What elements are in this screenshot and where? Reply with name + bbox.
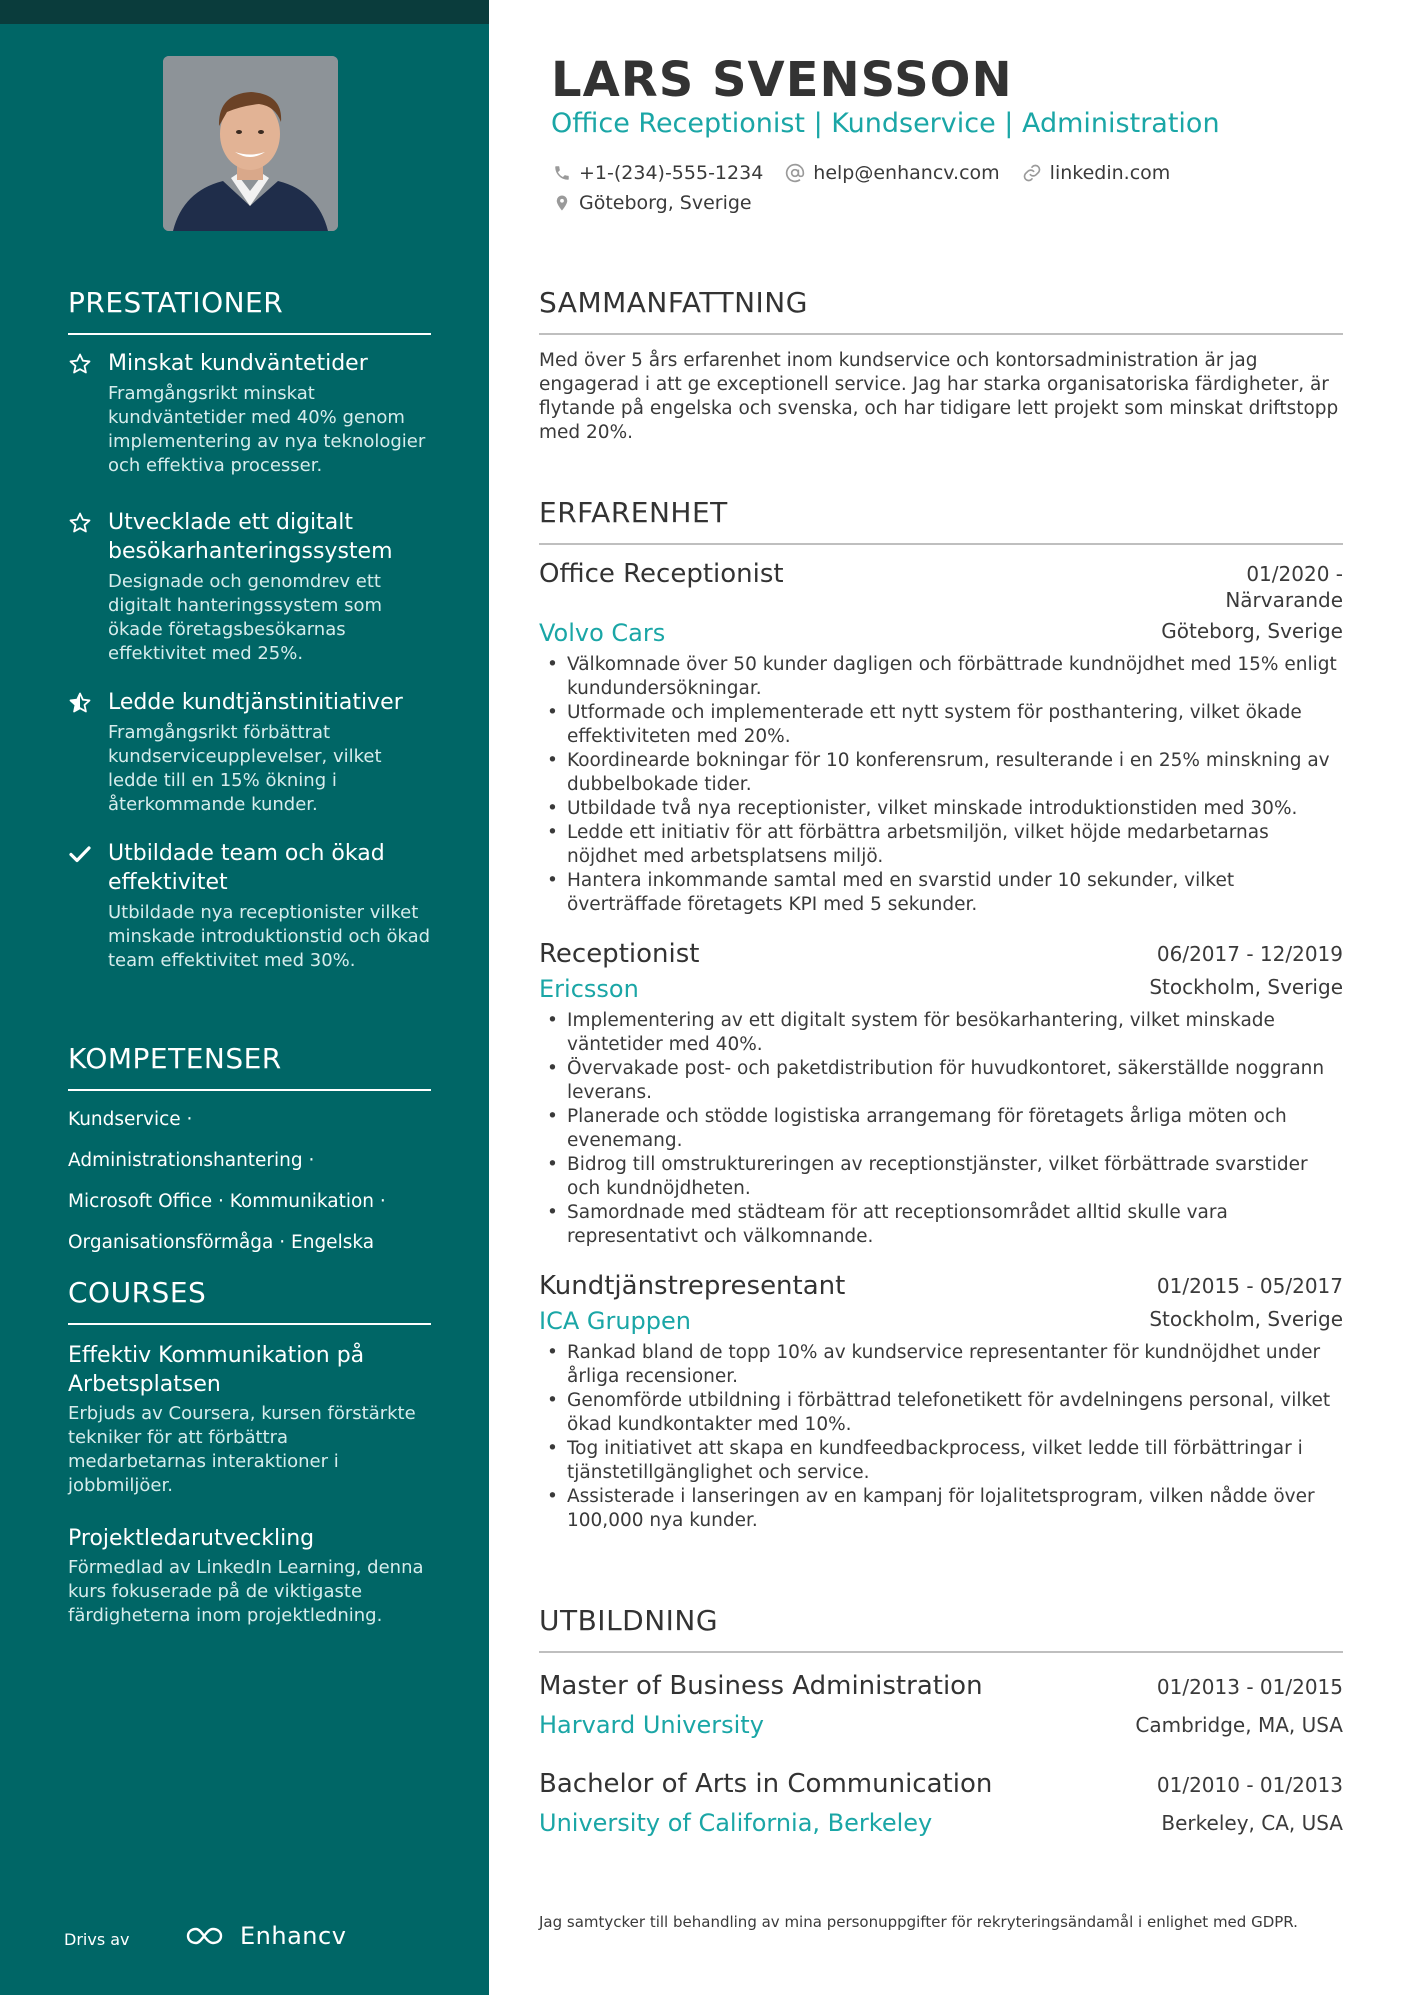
education-heading: UTBILDNING — [539, 1604, 1343, 1653]
location-pin-icon — [553, 193, 571, 213]
edu-date: 01/2013 - 01/2015 — [1156, 1675, 1343, 1699]
job-bullets — [539, 1341, 1343, 1533]
bullet-item: • Implementering av ett digitalt system för besökarhantering, vilket minskade väntetider med 40%. — [545, 1009, 1343, 1057]
job-company-row — [539, 615, 1343, 653]
sidebar — [0, 0, 489, 1995]
bullet-item: • Övervakade post- och paketdistribution för huvudkontoret, säkerställde noggrann leverans. — [545, 1057, 1343, 1105]
job-date: 01/2020 - Närvarande — [1225, 562, 1343, 612]
email-text[interactable]: help@enhancv.com — [813, 162, 1000, 184]
edu-school: Harvard University — [539, 1711, 764, 1739]
bullet-item: • Välkomnade över 50 kunder dagligen och förbättrade kundnöjdhet med 15% enligt kundundersökningar. — [545, 653, 1343, 701]
summary-heading: SAMMANFATTNING — [539, 286, 1343, 335]
bullet-item: • Ledde ett initiativ för att förbättra arbetsmiljön, vilket höjde medarbetarnas nöjdhet med arbetsplatsens miljö. — [545, 821, 1343, 869]
enhancv-logo[interactable] — [184, 1922, 346, 1950]
achievement-title: Utvecklade ett digitalt besökarhanteringssystem — [108, 510, 393, 564]
bullet-item: • Utbildade två nya receptionister, vilket minskade introduktionstiden med 30%. — [545, 797, 1343, 821]
edu-location: Cambridge, MA, USA — [1135, 1713, 1343, 1737]
link-icon — [1022, 163, 1042, 183]
achievement-title: Utbildade team och ökad effektivitet — [108, 841, 385, 895]
edu-degree: Bachelor of Arts in Communication — [539, 1769, 993, 1799]
achievement-item — [68, 508, 431, 666]
job-bullets — [539, 653, 1343, 917]
job-company: Volvo Cars — [539, 619, 666, 647]
powered-by-label: Drivs av — [64, 1930, 130, 1949]
location-text: Göteborg, Sverige — [579, 192, 752, 214]
bullet-item: • Planerade och stödde logistiska arrangemang för företagets årliga möten och evenemang. — [545, 1105, 1343, 1153]
achievement-desc: Framgångsrikt minskat kundväntetider med 40% genom implementering av nya teknologier och effektiva processer. — [108, 383, 426, 476]
experience-section — [539, 496, 1343, 1533]
course-desc: Förmedlad av LinkedIn Learning, denna kurs fokuserade på de viktigaste färdigheterna inom projektledning. — [68, 1557, 424, 1626]
star-outline-icon — [68, 511, 92, 535]
contact-row — [553, 162, 1170, 184]
skills-line: Microsoft Office · Kommunikation · — [68, 1191, 386, 1212]
achievement-item — [68, 688, 431, 817]
achievements-heading: PRESTATIONER — [68, 286, 431, 335]
course-title: Effektiv Kommunikation på Arbetsplatsen — [68, 1343, 365, 1397]
bullet-item: • Samordnade med städteam för att receptionsområdet alltid skulle vara representativt och välkomnande. — [545, 1201, 1343, 1249]
gdpr-consent: Jag samtycker till behandling av mina personuppgifter för rekryteringsändamål i enlighet med GDPR. — [539, 1913, 1298, 1931]
job-date: 01/2015 - 05/2017 — [1156, 1274, 1343, 1298]
phone-text[interactable]: +1-(234)-555-1234 — [579, 162, 764, 184]
profile-photo — [163, 56, 338, 231]
course-desc: Erbjuds av Coursera, kursen förstärkte tekniker för att förbättra medarbetarnas interaktioner i jobbmiljöer. — [68, 1403, 416, 1496]
candidate-name: LARS SVENSSON — [551, 52, 1013, 108]
achievements-section — [68, 286, 431, 973]
job-company-row — [539, 971, 1343, 1009]
bullet-item: • Hantera inkommande samtal med en svarstid under 10 sekunder, vilket överträffade företagets KPI med 5 sekunder. — [545, 869, 1343, 917]
job-title: Kundtjänstrepresentant — [539, 1271, 846, 1301]
experience-heading: ERFARENHET — [539, 496, 1343, 545]
course-item — [68, 1341, 431, 1498]
summary-text: Med över 5 års erfarenhet inom kundservice och kontorsadministration är jag engagerad i att ge exceptionell service. Jag har starka organisatoriska färdigheter, är flytande på engelska och svenska, och har tidigare lett projekt som minskat driftstopp med 20%. — [539, 350, 1339, 443]
course-item — [68, 1524, 431, 1628]
at-sign-icon — [785, 163, 805, 183]
skills-line: Kundservice · Administrationshantering · — [68, 1109, 315, 1171]
bullet-item: • Utformade och implementerade ett nytt system för posthantering, vilket ökade effektiviteten med 20%. — [545, 701, 1343, 749]
job-entry — [539, 557, 1343, 917]
job-date: 06/2017 - 12/2019 — [1156, 942, 1343, 966]
achievement-title: Ledde kundtjänstinitiativer — [108, 690, 403, 715]
job-location: Stockholm, Sverige — [1149, 975, 1343, 999]
bullet-item: • Koordinearde bokningar för 10 konferensrum, resulterande i en 25% minskning av dubbelbokade tider. — [545, 749, 1343, 797]
location-row — [553, 192, 752, 214]
job-entry — [539, 1269, 1343, 1533]
sidebar-top-bar — [0, 0, 489, 24]
edu-location: Berkeley, CA, USA — [1161, 1811, 1343, 1835]
achievement-item — [68, 839, 431, 973]
phone-icon — [553, 164, 571, 182]
job-entry — [539, 937, 1343, 1249]
job-company: ICA Gruppen — [539, 1307, 692, 1335]
job-location: Göteborg, Sverige — [1161, 619, 1343, 643]
skills-line: Organisationsförmåga · Engelska — [68, 1232, 375, 1253]
candidate-subtitle: Office Receptionist | Kundservice | Administration — [551, 108, 1220, 139]
achievement-item — [68, 349, 431, 478]
bullet-item: • Tog initiativet att skapa en kundfeedbackprocess, vilket ledde till förbättringar i tjänstetillgänglighet och service. — [545, 1437, 1343, 1485]
bullet-item: • Assisterade i lanseringen av en kampanj för lojalitetsprogram, vilken nådde över 100,000 nya kunder. — [545, 1485, 1343, 1533]
achievement-title: Minskat kundväntetider — [108, 351, 368, 376]
brand-name: Enhancv — [240, 1922, 347, 1950]
edu-degree: Master of Business Administration — [539, 1671, 983, 1701]
education-entry — [539, 1671, 1343, 1769]
education-section — [539, 1604, 1343, 1867]
infinity-logo-icon — [184, 1924, 230, 1948]
achievement-desc: Designade och genomdrev ett digitalt hanteringssystem som ökade företagsbesökarnas effektivitet med 25%. — [108, 571, 383, 664]
job-company: Ericsson — [539, 975, 639, 1003]
star-outline-icon — [68, 352, 92, 376]
bullet-item: • Genomförde utbildning i förbättrad telefonetikett för avdelningens personal, vilket ökad kundkontakter med 10%. — [545, 1389, 1343, 1437]
edu-school: University of California, Berkeley — [539, 1809, 933, 1837]
achievement-desc: Framgångsrikt förbättrat kundserviceupplevelser, vilket ledde till en 15% ökning i återkommande kunder. — [108, 722, 382, 815]
skills-heading: KOMPETENSER — [68, 1042, 431, 1091]
job-company-row — [539, 1303, 1343, 1341]
achievement-desc: Utbildade nya receptionister vilket minskade introduktionstid och ökad team effektivitet med 30%. — [108, 902, 431, 971]
courses-section — [68, 1276, 431, 1628]
job-location: Stockholm, Sverige — [1149, 1307, 1343, 1331]
edu-date: 01/2010 - 01/2013 — [1156, 1773, 1343, 1797]
summary-section — [539, 286, 1343, 445]
courses-heading: COURSES — [68, 1276, 431, 1325]
check-icon — [68, 842, 92, 866]
linkedin-text[interactable]: linkedin.com — [1049, 162, 1171, 184]
job-title: Receptionist — [539, 939, 700, 969]
bullet-item: • Bidrog till omstruktureringen av receptionstjänster, vilket förbättrade svarstider och kundnöjdheten. — [545, 1153, 1343, 1201]
education-entry — [539, 1769, 1343, 1867]
skills-section — [68, 1042, 431, 1263]
job-title: Office Receptionist — [539, 559, 784, 589]
bullet-item: • Rankad bland de topp 10% av kundservice representanter för kundnöjdhet under årliga recensioner. — [545, 1341, 1343, 1389]
star-half-icon — [68, 691, 92, 715]
course-title: Projektledarutveckling — [68, 1526, 315, 1551]
job-bullets — [539, 1009, 1343, 1249]
